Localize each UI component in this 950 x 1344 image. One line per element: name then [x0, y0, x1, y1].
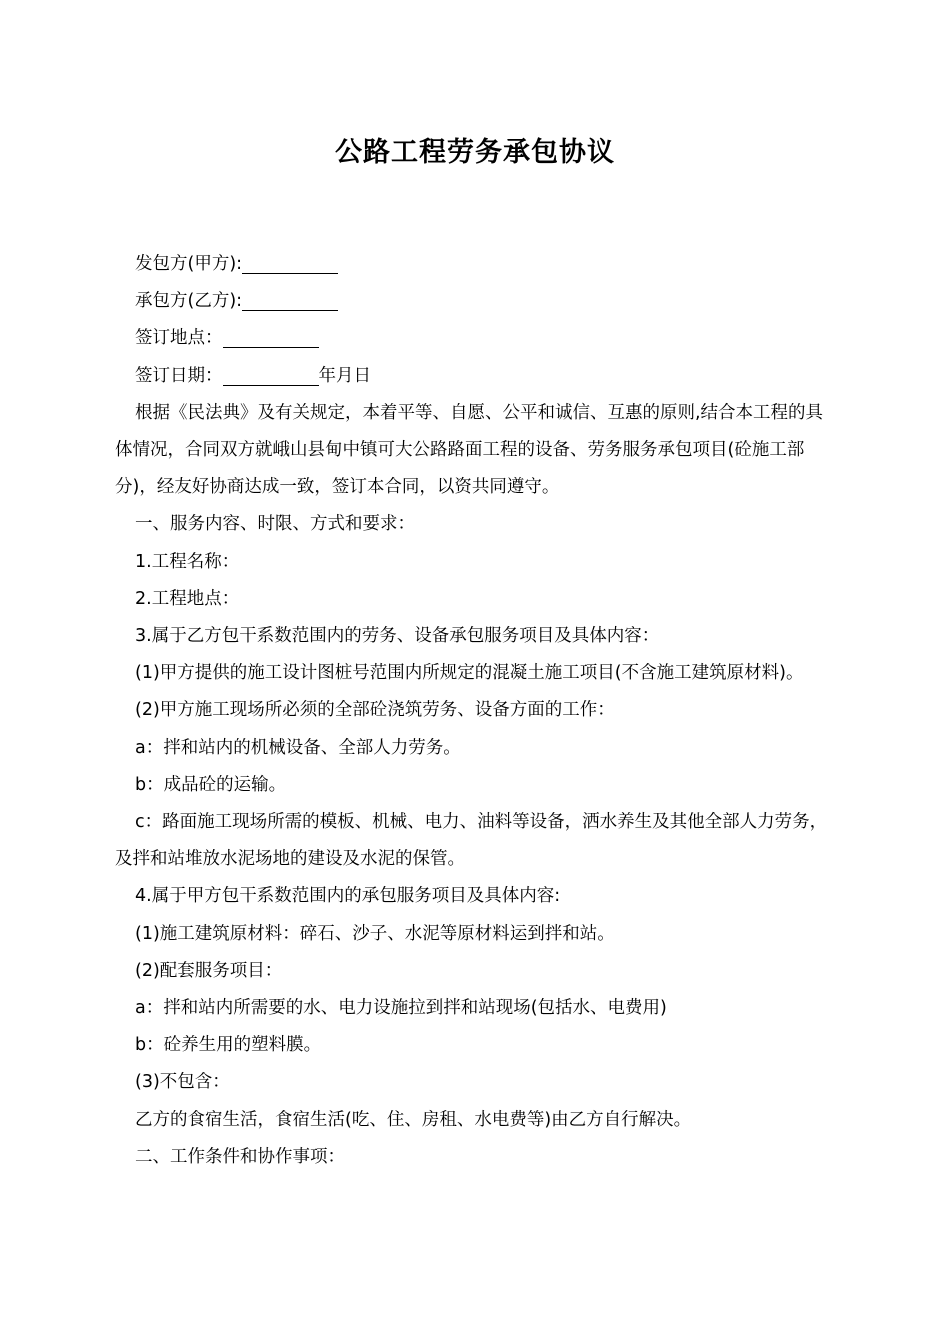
paragraph: 根据《民法典》及有关规定，本着平等、自愿、公平和诚信、互惠的原则,结合本工程的具体情况，合同双方就峨山县甸中镇可大公路路面工程的设备、劳务服务承包项目(砼施工部分)，经友好协商达成一致，签订本合同，以资共同遵守。: [115, 402, 824, 498]
document-title: 公路工程劳务承包协议: [335, 137, 615, 168]
paragraph: 1.工程名称：: [135, 551, 240, 572]
section-heading: 一、服务内容、时限、方式和要求：: [135, 514, 415, 535]
paragraph: 2.工程地点：: [135, 588, 240, 609]
document-body: [115, 246, 840, 1176]
paragraph: b：成品砼的运输。: [135, 774, 287, 795]
blank-line: [242, 290, 338, 311]
section-heading: 二、工作条件和协作事项：: [135, 1146, 345, 1167]
paragraph: 3.属于乙方包干系数范围内的劳务、设备承包服务项目及具体内容：: [135, 626, 660, 647]
blank-line: [242, 253, 338, 274]
field-party-b: [115, 283, 840, 320]
paragraph: 4.属于甲方包干系数范围内的承包服务项目及具体内容:: [135, 886, 561, 907]
paragraph: b：砼养生用的塑料膜。: [135, 1035, 322, 1056]
field-sign-place: [115, 320, 840, 357]
paragraph: (2)甲方施工现场所必须的全部砼浇筑劳务、设备方面的工作：: [135, 700, 615, 721]
paragraph: (2)配套服务项目：: [135, 960, 283, 981]
field-label: 签订地点：: [135, 328, 223, 349]
field-label: 承包方(乙方):: [135, 291, 243, 312]
field-label: 发包方(甲方):: [135, 254, 243, 274]
field-sign-date: [115, 358, 840, 395]
field-label: 签订日期：: [135, 365, 223, 386]
paragraph: c：路面施工现场所需的模板、机械、电力、油料等设备，洒水养生及其他全部人力劳务，及拌和站堆放水泥场地的建设及水泥的保管。: [115, 812, 828, 870]
paragraph: (1)甲方提供的施工设计图桩号范围内所规定的混凝土施工项目(不含施工建筑原材料)。: [135, 663, 804, 684]
blank-line: [223, 327, 319, 348]
paragraph: (3)不包含：: [135, 1072, 230, 1093]
paragraph: (1)施工建筑原材料：碎石、沙子、水泥等原材料运到拌和站。: [135, 923, 615, 944]
paragraph: a：拌和站内的机械设备、全部人力劳务。: [135, 737, 461, 758]
field-party-a: [115, 246, 840, 283]
field-suffix: 年月日: [318, 365, 371, 386]
paragraph: 乙方的食宿生活，食宿生活(吃、住、房租、水电费等)由乙方自行解决。: [135, 1109, 692, 1130]
paragraph: a：拌和站内所需要的水、电力设施拉到拌和站现场(包括水、电费用): [135, 998, 667, 1019]
blank-line: [223, 365, 319, 386]
